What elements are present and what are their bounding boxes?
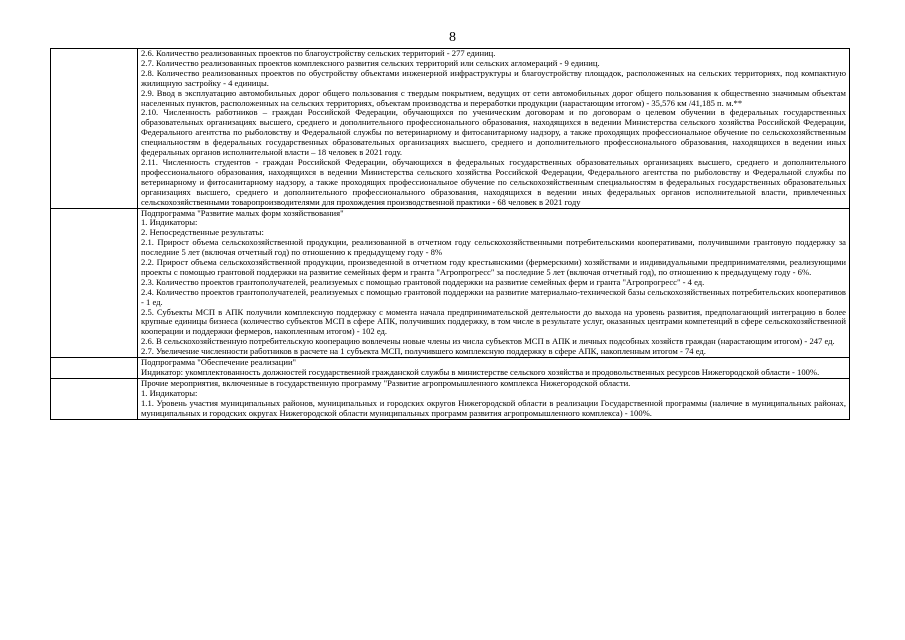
section-paragraph: 2. Непосредственные результаты:: [141, 227, 264, 238]
section-row: [51, 378, 850, 419]
section-paragraph: 2.2. Прирост объема сельскохозяйственной продукции, произведенной в отчетном году крестьянскими (фермерскими) хозяйствами и индивидуальными предпринимателями, реализующими проекты с помощью грантовой поддержки на развитие семейных ферм и гранта "Агропрогресс" за последние 5 лет (включая отчетный год), по отношению к предыдущему году - 6%.: [141, 257, 846, 277]
section-paragraph: 2.6. Количество реализованных проектов по благоустройству сельских территорий - 277 единиц.: [141, 48, 496, 58]
section-paragraph: 2.7. Количество реализованных проектов комплексного развития сельских территорий или сельских агломераций - 9 единиц.: [141, 57, 600, 68]
section-paragraph: 2.11. Численность студентов - граждан Российской Федерации, обучающихся в федеральных государственных образовательных организациях высшего, среднего и дополнительного профессионального образования, находящихся в ведении Министерства сельского хозяйства Российской Федерации, Федерального агентства по рыболовству и Федеральной службы по ветеринарному и фитосанитарному надзору, а также проходящих профессиональное обучение по сельскохозяйственным специальностям в федеральных государственных образовательных организациях высшего, среднего и дополнительного профессионального образования, находящихся в ведении иных федеральных органов исполнительной власти, привлеченных сельскохозяйственными товаропроизводителями для прохождения производственной практики - 68 человек в 2021 году: [141, 156, 846, 207]
section-left-cell: [51, 208, 138, 358]
section-paragraph: 2.4. Количество проектов грантополучателей, реализуемых с помощью грантовой поддержки на развитие материально-технической базы сельскохозяйственных потребительских кооперативов - 1 ед.: [141, 286, 846, 307]
section-row: [51, 208, 850, 358]
section-left-cell: [51, 358, 138, 379]
results-table-body: [51, 49, 850, 420]
section-paragraph: 2.8. Количество реализованных проектов по обустройству объектами инженерной инфраструктуры и благоустройству площадок, расположенных на сельских территориях, под компактную жилищную застройку - 4 единицы.: [141, 67, 846, 88]
section-paragraph: 1. Индикаторы:: [141, 217, 198, 228]
section-paragraph: 1. Индикаторы:: [141, 387, 198, 398]
section-paragraph: 2.10. Численность работников – граждан Российской Федерации, обучающихся по ученическим договорам и по договорам о целевом обучении в федеральных государственных образовательных организациях высшего, среднего и дополнительного профессионального образования, находящихся в ведении Министерства сельского хозяйства Российской Федерации, Федерального агентства по рыболовству и Федеральной службы по ветеринарному и фитосанитарному надзору, а также проходящих профессиональное обучение по сельскохозяйственным специальностям в федеральных государственных образовательных организациях высшего, среднего и дополнительного профессионального образования, находящихся в ведении иных федеральных органов исполнительной власти – 18 человек в 2021 году.: [141, 107, 846, 158]
section-content-cell: [138, 358, 850, 379]
section-left-cell: [51, 49, 138, 209]
results-table: [50, 48, 850, 420]
section-paragraph: 2.6. В сельскохозяйственную потребительскую кооперацию вовлечены новые члены из числа субъектов МСП в АПК и личных подсобных хозяйств граждан (нарастающим итогом) - 247 ед.: [141, 336, 835, 347]
section-paragraph: Подпрограмма "Обеспечение реализации": [141, 357, 297, 368]
section-row: [51, 49, 850, 209]
section-paragraph: 1.1. Уровень участия муниципальных районов, муниципальных и городских округов Нижегородской области в реализации Государственной программы (наличие в муниципальных районах, муниципальных и городских округах Нижегородской области муниципальных программ развития агропромышленного комплекса) - 100%.: [141, 397, 846, 418]
section-paragraph: Индикатор: укомплектованность должностей государственной гражданской службы в министерстве сельского хозяйства и продовольственных ресурсов Нижегородской области - 100%.: [141, 367, 820, 377]
section-paragraph: 2.3. Количество проектов грантополучателей, реализуемых с помощью грантовой поддержки на развитие семейных ферм и гранта "Агропрогресс" - 4 ед.: [141, 276, 705, 287]
section-content-cell: [138, 378, 850, 419]
section-row: [51, 358, 850, 379]
section-left-cell: [51, 378, 138, 419]
section-content-cell: [138, 208, 850, 358]
page-number: 8: [449, 30, 456, 45]
section-paragraph: 2.7. Увеличение численности работников в расчете на 1 субъекта МСП, получившего комплексную поддержку в сфере АПК, накопленным итогом - 74 ед.: [141, 346, 706, 357]
section-paragraph: 2.1. Прирост объема сельскохозяйственной продукции, реализованной в отчетном году сельскохозяйственными потребительскими кооперативами, получившими грантовую поддержку за последние 5 лет (включая отчетный год) по отношению к предыдущему году - 8%: [141, 237, 846, 258]
section-paragraph: 2.9. Ввод в эксплуатацию автомобильных дорог общего пользования с твердым покрытием, ведущих от сети автомобильных дорог общего пользования к общественно значимым объектам населенных пунктов, расположенных на сельских территориях, объектам производства и переработки продукции (нарастающим итогом) - 35,576 км /41,185 п. м.**: [141, 87, 846, 108]
section-paragraph: 2.5. Субъекты МСП в АПК получили комплексную поддержку с момента начала предпринимательской деятельности до выхода на уровень развития, предполагающий интеграцию в более крупные единицы бизнеса (количество субъектов МСП в сфере АПК, получивших поддержку, в том числе в результате услуг, оказанных центрами компетенций в сфере сельскохозяйственной кооперации и поддержки фермеров, накопленным итогом) - 102 ед.: [141, 306, 846, 337]
section-content-cell: [138, 49, 850, 209]
section-paragraph: Прочие мероприятия, включенные в государственную программу "Развитие агропромышленного комплекса Нижегородской области.: [141, 377, 631, 388]
section-paragraph: Подпрограмма "Развитие малых форм хозяйствования": [141, 207, 344, 218]
